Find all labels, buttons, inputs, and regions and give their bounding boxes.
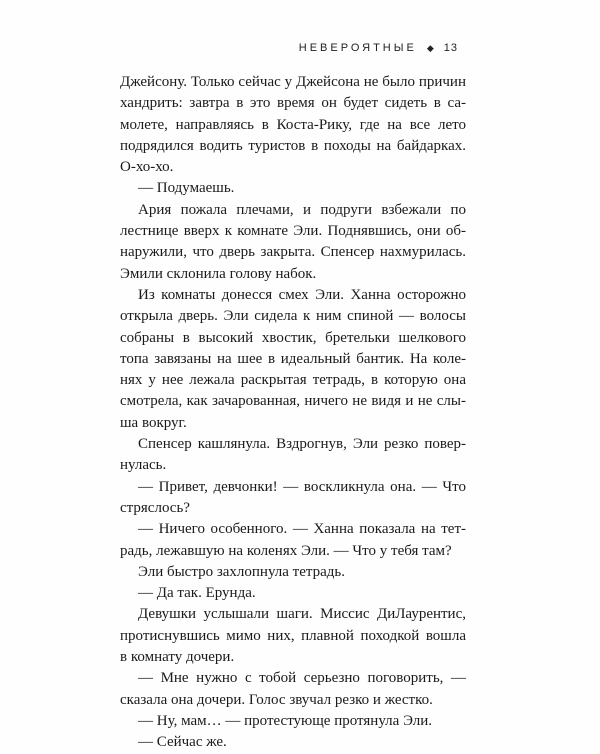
text-line: Джейсону. Только сейчас у Джейсона не было причин — [120, 74, 466, 90]
text-line: топа завязаны на шее в идеальный бантик. На коле- — [120, 350, 466, 367]
text-line: ша вокруг. — [120, 414, 187, 431]
text-line: Спенсер кашлянула. Вздрогнув, Эли резко повер- — [138, 436, 466, 453]
text-line: Эмили склонила голову набок. — [120, 265, 317, 282]
diamond-ornament-icon: ◆ — [426, 42, 434, 53]
text-line: нулась. — [120, 457, 167, 474]
text-line: Из комнаты донесся смех Эли. Ханна осторожно — [138, 286, 466, 303]
text-line: — Ничего особенного. — Ханна показала на тет- — [138, 521, 466, 538]
text-line: открыла дверь. Эли сидела к ним спиной — волосы — [120, 308, 466, 325]
text-line: — Подумаешь. — [138, 180, 235, 197]
text-line: Эли быстро захлопнула тетрадь. — [138, 563, 346, 580]
text-line: в комнату дочери. — [120, 649, 235, 666]
text-line: Девушки услышали шаги. Миссис ДиЛаурентис, — [138, 606, 466, 623]
text-line: наружили, что дверь закрыта. Спенсер нахмурилась. — [120, 244, 466, 261]
book-title: НЕВЕРОЯТНЫЕ — [298, 42, 417, 54]
text-line: лестнице вверх к комнате Эли. Поднявшись, они об- — [120, 223, 466, 240]
text-line: хандрить: завтра в это время он будет сидеть в са- — [120, 95, 466, 112]
text-line: сказала она дочери. Голос звучал резко и жестко. — [120, 691, 433, 708]
text-line: собраны в высокий хвостик, бретельки шелкового — [120, 329, 466, 346]
text-line: подрядился водить туристов в походы на байдарках. — [120, 137, 466, 154]
text-line: молете, направляясь в Коста-Рику, где на все лето — [120, 116, 466, 133]
text-line: — Привет, девчонки! — воскликнула она. — Что — [138, 478, 466, 495]
text-line: нях у нее лежала раскрытая тетрадь, в которую она — [120, 372, 466, 389]
text-line: — Мне нужно с тобой серьезно поговорить, — — [138, 670, 466, 687]
body-text — [120, 72, 466, 754]
text-line: смотрела, как зачарованная, ничего не видя и не слы- — [120, 393, 466, 410]
text-line: радь, лежавшую на коленях Эли. — Что у тебя там? — [120, 542, 452, 559]
text-line: Ария пожала плечами, и подруги взбежали по — [138, 201, 466, 218]
text-line: протиснувшись мимо них, плавной походкой вошла — [120, 627, 466, 644]
text-line: — Да так. Ерунда. — [138, 585, 256, 602]
text-line: О-хо-хо. — [120, 159, 174, 176]
text-line: — Ну, мам… — протестующе протянула Эли. — [138, 712, 433, 729]
text-line: стряслось? — [120, 499, 190, 516]
running-head — [299, 42, 458, 54]
text-line: — Сейчас же. — [138, 734, 227, 751]
page-number: 13 — [443, 42, 458, 54]
